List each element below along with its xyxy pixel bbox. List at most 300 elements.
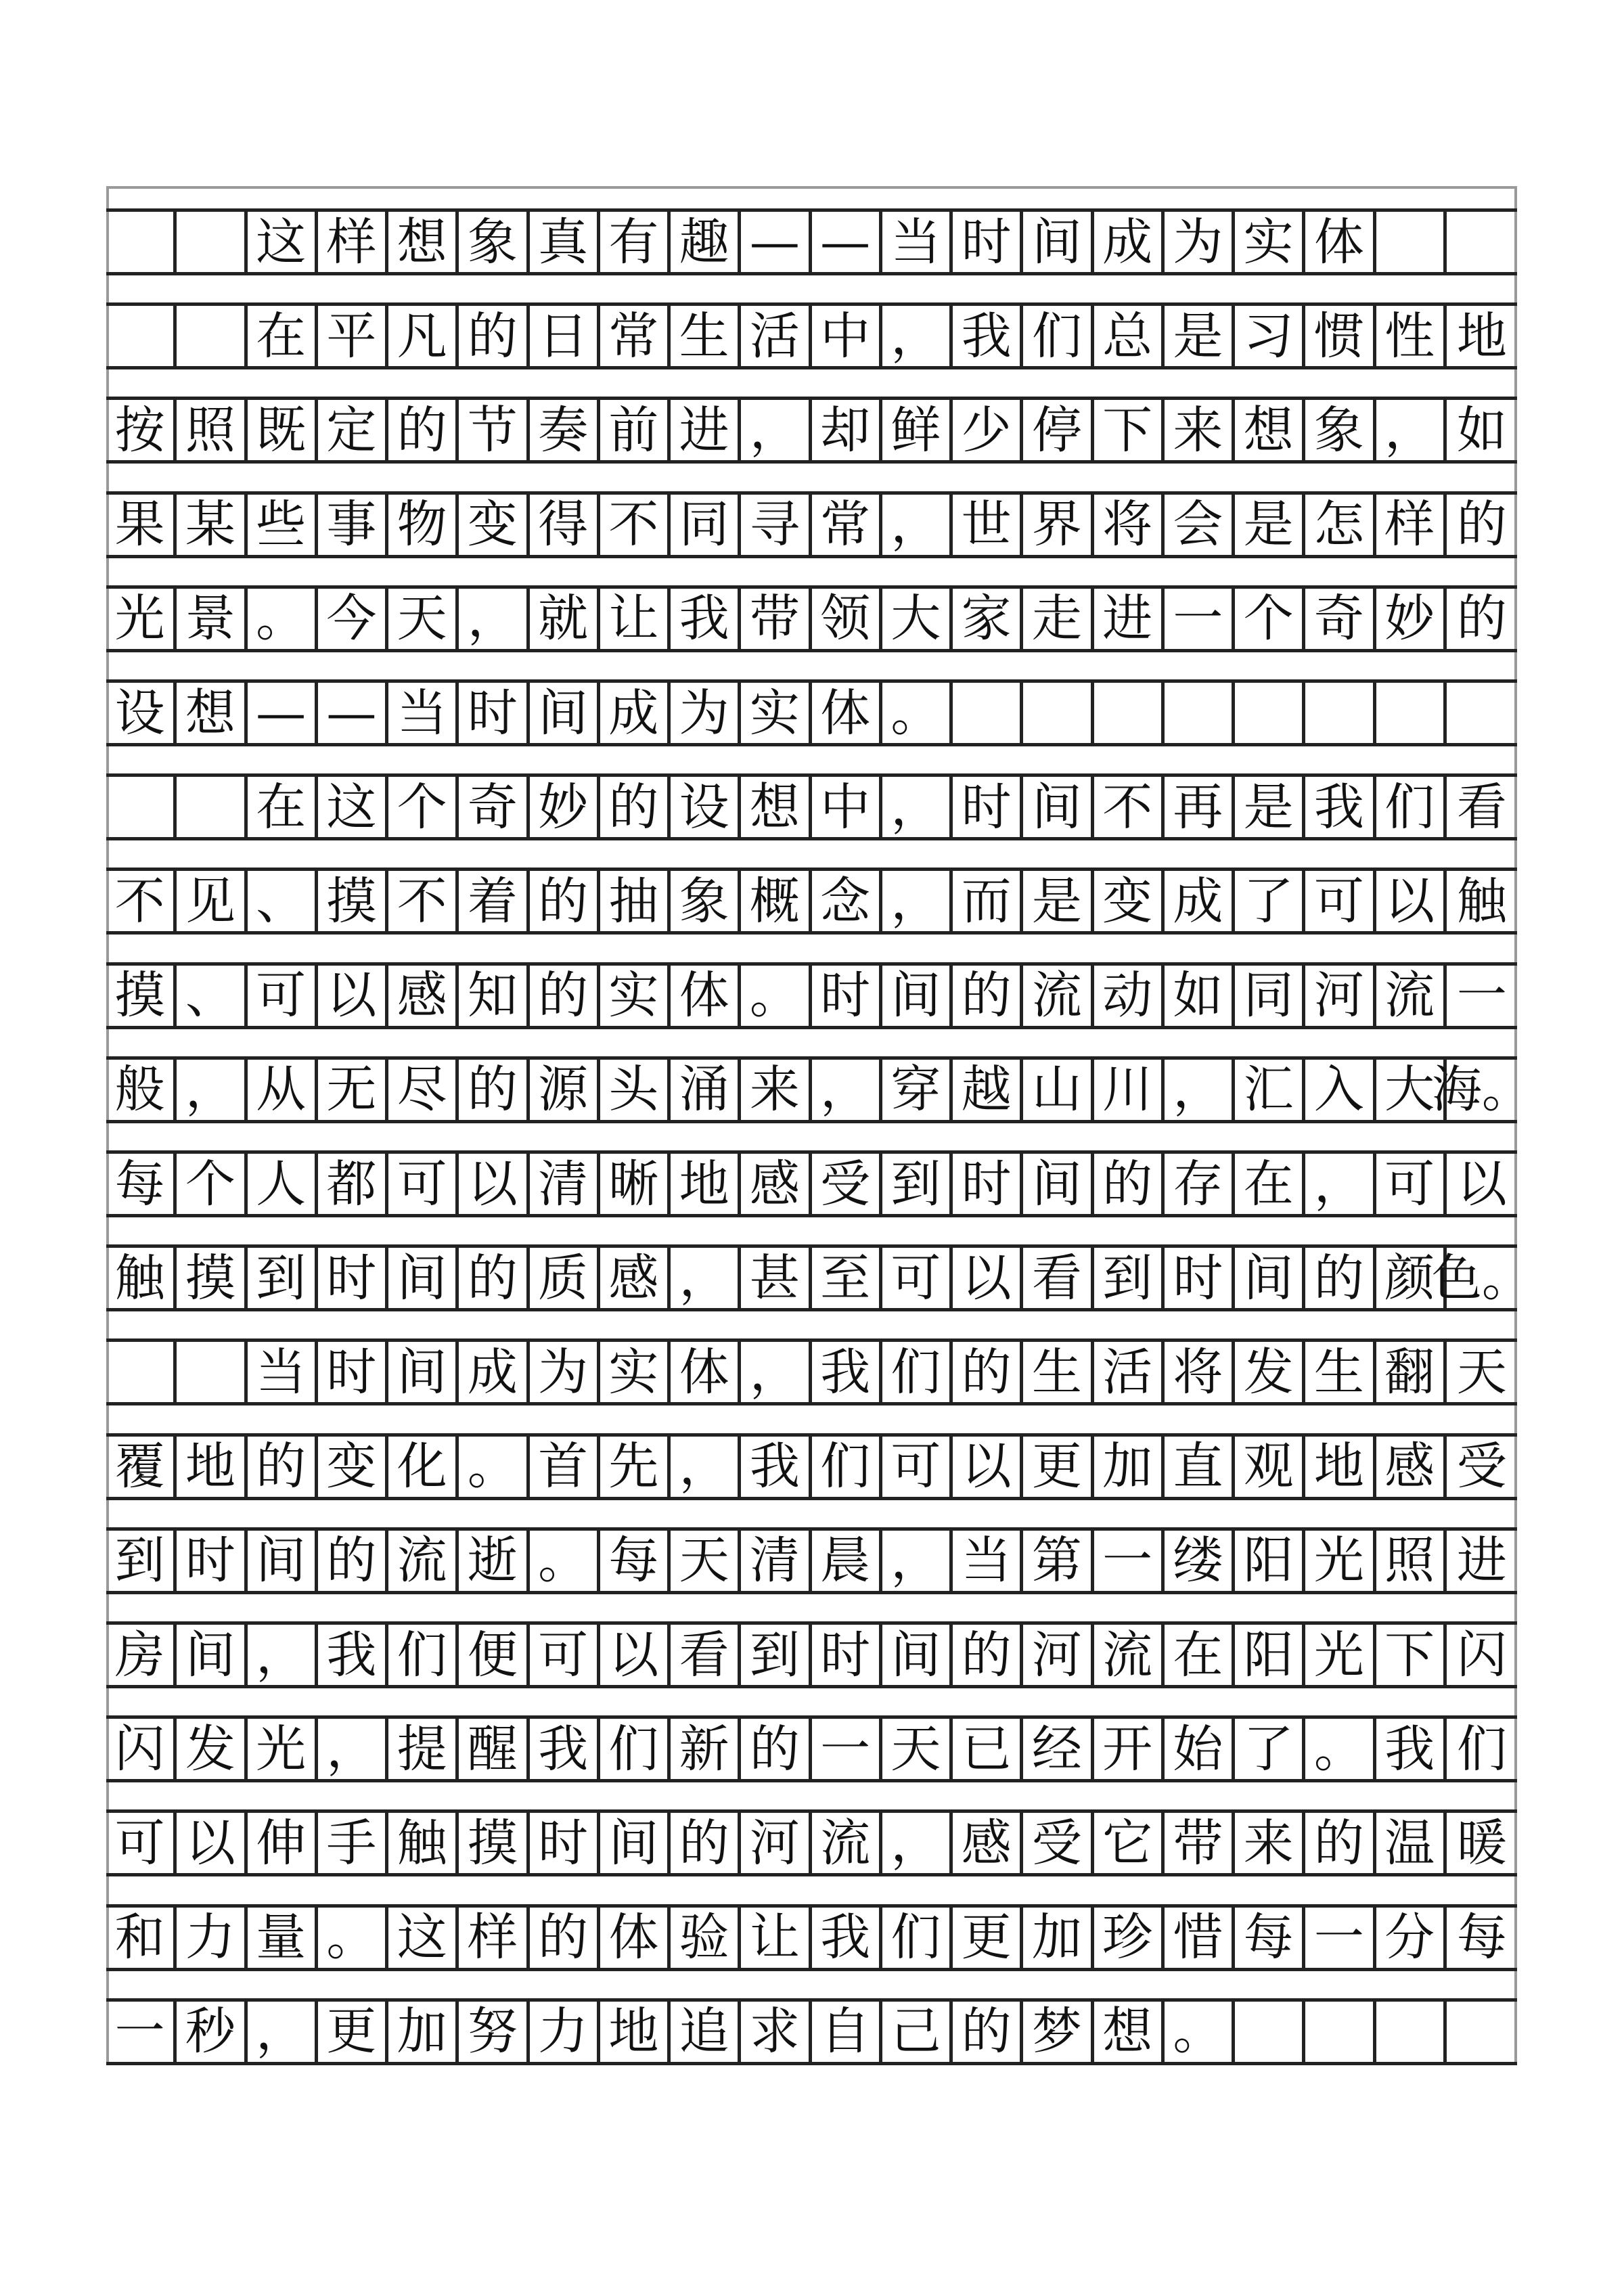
character-cell: 生 (1305, 1342, 1376, 1402)
character-cell: 可 (882, 1437, 953, 1497)
character-cell: 不 (600, 495, 671, 555)
character-cell: 天 (388, 589, 459, 649)
character-cell: 以 (1376, 871, 1447, 931)
composition-grid-paper (106, 186, 1532, 2065)
character-cell: 体 (1305, 212, 1376, 272)
character-cell: 可 (1376, 1154, 1447, 1214)
empty-cell (1235, 2002, 1305, 2062)
character-cell: 的 (1456, 495, 1507, 554)
character-cell: 地 (671, 1154, 741, 1214)
character-cell: 大 (1376, 1060, 1447, 1120)
empty-cell (106, 1342, 177, 1402)
character-cell: ， (1305, 1154, 1376, 1214)
character-cell: 感 (741, 1154, 811, 1214)
character-cell: 了 (1235, 871, 1305, 931)
character-cell: 逝 (459, 1531, 529, 1591)
character-cell: 常 (812, 495, 882, 555)
character-cell: 手 (318, 1813, 388, 1873)
character-cell: 鲜 (882, 400, 953, 460)
character-cell: 。 (1165, 2002, 1235, 2062)
empty-cell (1305, 2002, 1376, 2062)
character-cell: 加 (1094, 1437, 1165, 1497)
character-cell: ， (741, 1342, 811, 1402)
character-cell: 成 (600, 683, 671, 743)
character-cell: 穿 (882, 1060, 953, 1120)
character-cell: 们 (882, 1342, 953, 1402)
character-cell: 以 (318, 966, 388, 1026)
character-cell: ， (248, 2002, 318, 2062)
grid-row (106, 962, 1517, 1029)
character-cell: 物 (388, 495, 459, 555)
grid-row (106, 302, 1517, 369)
character-cell: 流 (1376, 966, 1447, 1026)
character-cell: 总 (1094, 306, 1165, 366)
character-cell: 可 (248, 966, 318, 1026)
character-cell: 越 (953, 1060, 1023, 1120)
character-cell: 加 (388, 2002, 459, 2062)
character-cell: ， (741, 400, 811, 460)
character-cell: 中 (812, 306, 882, 366)
character-cell: 清 (741, 1531, 811, 1591)
character-cell: 些 (248, 495, 318, 555)
character-cell: 以 (600, 1625, 671, 1685)
character-cell: 颜 (1376, 1248, 1447, 1308)
character-cell: 事 (318, 495, 388, 555)
character-cell: 却 (812, 400, 882, 460)
character-cell: — (741, 212, 811, 272)
character-cell: ， (1165, 1060, 1235, 1120)
character-cell: 是 (1165, 306, 1235, 366)
character-cell: 努 (459, 2002, 529, 2062)
character-cell: 这 (248, 212, 318, 272)
character-cell: 提 (388, 1719, 459, 1779)
character-cell: 少 (953, 400, 1023, 460)
character-cell: 到 (882, 1154, 953, 1214)
character-cell: 活 (741, 306, 811, 366)
character-cell: 实 (600, 966, 671, 1026)
character-cell: 。 (882, 683, 953, 743)
empty-cell (1447, 212, 1517, 272)
character-cell: 从 (248, 1060, 318, 1120)
character-cell: 河 (1305, 966, 1376, 1026)
character-cell: 房 (106, 1625, 177, 1685)
character-cell: 怎 (1305, 495, 1376, 555)
character-cell: 力 (177, 1908, 247, 1968)
character-cell: 的 (530, 871, 600, 931)
grid-row (106, 585, 1517, 652)
character-cell: 的 (459, 306, 529, 366)
character-cell: 更 (953, 1908, 1023, 1968)
character-cell: 想 (388, 212, 459, 272)
character-cell: 的 (671, 1813, 741, 1873)
character-cell: 动 (1094, 966, 1165, 1026)
character-cell: 下 (1094, 400, 1165, 460)
character-cell: 时 (812, 966, 882, 1026)
character-cell: ， (882, 495, 953, 555)
character-cell: 的 (530, 966, 600, 1026)
character-cell: 想 (1235, 400, 1305, 460)
character-cell: 触 (1456, 872, 1507, 930)
character-cell: 汇 (1235, 1060, 1305, 1120)
character-cell: 进 (671, 400, 741, 460)
character-cell: 开 (1094, 1719, 1165, 1779)
character-cell: 至 (812, 1248, 882, 1308)
character-cell: 照 (177, 400, 247, 460)
character-cell: 看 (1023, 1248, 1093, 1308)
character-cell: 般 (106, 1060, 177, 1120)
character-cell: 们 (812, 1437, 882, 1497)
empty-cell (177, 306, 247, 366)
character-cell: 求 (741, 2002, 811, 2062)
character-cell: 以 (953, 1248, 1023, 1308)
character-cell: 就 (530, 589, 600, 649)
character-cell: 个 (1235, 589, 1305, 649)
character-cell: 下 (1376, 1625, 1447, 1685)
character-cell: 阳 (1235, 1625, 1305, 1685)
character-cell: 实 (1235, 212, 1305, 272)
character-cell: 光 (106, 589, 177, 649)
character-cell: 在 (1235, 1154, 1305, 1214)
character-cell: 间 (1235, 1248, 1305, 1308)
character-cell: 光 (1305, 1531, 1376, 1591)
character-cell: 每 (1456, 1908, 1507, 1967)
character-cell: ， (812, 1060, 882, 1120)
character-cell: 象 (459, 212, 529, 272)
character-cell: 可 (1305, 871, 1376, 931)
character-cell: 一 (812, 1719, 882, 1779)
character-cell: 间 (388, 1248, 459, 1308)
empty-cell (953, 683, 1023, 743)
character-cell: 个 (177, 1154, 247, 1214)
character-cell: 寻 (741, 495, 811, 555)
character-cell: ， (1376, 400, 1447, 460)
character-cell: 时 (812, 1625, 882, 1685)
character-cell: 间 (248, 1531, 318, 1591)
character-cell: 而 (953, 871, 1023, 931)
character-cell: 受 (812, 1154, 882, 1214)
character-cell: 时 (177, 1531, 247, 1591)
character-cell: 的 (248, 1437, 318, 1497)
empty-cell (177, 212, 247, 272)
grid-row (106, 1150, 1517, 1217)
character-cell: 加 (1023, 1908, 1093, 1968)
character-cell: 前 (600, 400, 671, 460)
character-cell: 平 (318, 306, 388, 366)
character-cell: 己 (882, 2002, 953, 2062)
grid-row (106, 1527, 1517, 1594)
character-cell: 这 (388, 1908, 459, 1968)
character-cell: 秒 (177, 2002, 247, 2062)
character-cell: 地 (177, 1437, 247, 1497)
character-cell: 无 (318, 1060, 388, 1120)
character-cell: 活 (1094, 1342, 1165, 1402)
character-cell: 的 (1305, 1248, 1376, 1308)
character-cell: 一 (1094, 1531, 1165, 1591)
character-cell: — (248, 683, 318, 743)
character-cell: 体 (600, 1908, 671, 1968)
character-cell: 。 (459, 1437, 529, 1497)
character-cell: 以 (953, 1437, 1023, 1497)
character-cell: 时 (1165, 1248, 1235, 1308)
character-cell: 的 (953, 2002, 1023, 2062)
character-cell: 闪 (1456, 1625, 1507, 1684)
character-cell: 既 (248, 400, 318, 460)
character-cell: 、 (248, 871, 318, 931)
character-cell: 习 (1235, 306, 1305, 366)
grid-row (106, 1998, 1517, 2065)
grid-row (106, 491, 1517, 558)
grid-row (106, 1433, 1517, 1500)
grid-row (106, 1904, 1517, 1971)
empty-cell (1376, 2002, 1447, 2062)
character-cell: 是 (1023, 871, 1093, 931)
character-cell: 的 (600, 777, 671, 837)
character-cell: 和 (106, 1908, 177, 1968)
character-cell: 以 (1456, 1154, 1507, 1213)
character-cell: — (318, 683, 388, 743)
character-cell: 来 (1235, 1813, 1305, 1873)
character-cell: ， (671, 1248, 741, 1308)
character-cell: 我 (1305, 777, 1376, 837)
grid-row (106, 773, 1517, 840)
character-cell: 化 (388, 1437, 459, 1497)
character-cell: 妙 (530, 777, 600, 837)
character-cell: 不 (388, 871, 459, 931)
character-cell: ， (882, 306, 953, 366)
character-cell: 妙 (1376, 589, 1447, 649)
character-cell: 光 (1305, 1625, 1376, 1685)
character-cell: 惜 (1165, 1908, 1235, 1968)
character-cell: 我 (1376, 1719, 1447, 1779)
character-cell: 来 (1165, 400, 1235, 460)
character-cell: 便 (459, 1625, 529, 1685)
character-cell: 照 (1376, 1531, 1447, 1591)
character-cell: 。 (1305, 1719, 1376, 1779)
character-cell: 体 (671, 1342, 741, 1402)
character-cell: 质 (530, 1248, 600, 1308)
character-cell: 如 (1165, 966, 1235, 1026)
character-cell: 天 (671, 1531, 741, 1591)
character-cell: 性 (1376, 306, 1447, 366)
character-cell: 一 (1456, 966, 1507, 1025)
character-cell: 趣 (671, 212, 741, 272)
character-cell: 流 (1094, 1625, 1165, 1685)
character-cell: 生 (671, 306, 741, 366)
character-cell: 尽 (388, 1060, 459, 1120)
character-cell: 看 (671, 1625, 741, 1685)
character-cell: 是 (1235, 495, 1305, 555)
character-cell: 常 (600, 306, 671, 366)
character-cell: 奇 (1305, 589, 1376, 649)
character-cell: 我 (953, 306, 1023, 366)
character-cell: 地 (1305, 1437, 1376, 1497)
character-cell: 今 (318, 589, 388, 649)
character-cell: 想 (177, 683, 247, 743)
character-cell: 海。 (1431, 1060, 1532, 1119)
empty-cell (106, 306, 177, 366)
character-cell: 河 (1023, 1625, 1093, 1685)
character-cell: 让 (741, 1908, 811, 1968)
character-cell: 生 (1023, 1342, 1093, 1402)
character-cell: 的 (1456, 589, 1507, 648)
character-cell: 的 (530, 1908, 600, 1968)
character-cell: 时 (318, 1342, 388, 1402)
character-cell: 念 (812, 871, 882, 931)
character-cell: 抽 (600, 871, 671, 931)
character-cell: 可 (388, 1154, 459, 1214)
character-cell: 阳 (1235, 1531, 1305, 1591)
character-cell: 到 (1094, 1248, 1165, 1308)
character-cell: 源 (530, 1060, 600, 1120)
character-cell: 入 (1305, 1060, 1376, 1120)
character-cell: 覆 (106, 1437, 177, 1497)
character-cell: 领 (812, 589, 882, 649)
character-cell: 清 (530, 1154, 600, 1214)
character-cell: 时 (318, 1248, 388, 1308)
character-cell: 实 (600, 1342, 671, 1402)
character-cell: 同 (1235, 966, 1305, 1026)
character-cell: 变 (459, 495, 529, 555)
character-cell: 界 (1023, 495, 1093, 555)
character-cell: 受 (1456, 1437, 1507, 1496)
character-cell: 中 (812, 777, 882, 837)
character-cell: 晨 (812, 1531, 882, 1591)
character-cell: 发 (1235, 1342, 1305, 1402)
character-cell: 的 (953, 1342, 1023, 1402)
character-cell: 再 (1165, 777, 1235, 837)
character-cell: ， (318, 1719, 388, 1779)
character-cell: 设 (106, 683, 177, 743)
character-cell: 我 (812, 1342, 882, 1402)
empty-cell (106, 777, 177, 837)
character-cell: 的 (459, 1248, 529, 1308)
character-cell: 走 (1023, 589, 1093, 649)
character-cell: 翻 (1376, 1342, 1447, 1402)
character-cell: 家 (953, 589, 1023, 649)
character-cell: 感 (953, 1813, 1023, 1873)
character-cell: 凡 (388, 306, 459, 366)
character-cell: 时 (459, 683, 529, 743)
character-cell: 定 (318, 400, 388, 460)
character-cell: 醒 (459, 1719, 529, 1779)
character-cell: 世 (953, 495, 1023, 555)
character-cell: 的 (953, 966, 1023, 1026)
character-cell: 想 (741, 777, 811, 837)
character-cell: 节 (459, 400, 529, 460)
character-cell: 奏 (530, 400, 600, 460)
character-cell: 时 (530, 1813, 600, 1873)
character-cell: 每 (1235, 1908, 1305, 1968)
character-cell: 按 (106, 400, 177, 460)
character-cell: 受 (1023, 1813, 1093, 1873)
character-cell: 甚 (741, 1248, 811, 1308)
character-cell: 的 (459, 1060, 529, 1120)
character-cell: 实 (741, 683, 811, 743)
character-cell: 大 (882, 589, 953, 649)
title-row (106, 208, 1517, 275)
character-cell: 直 (1165, 1437, 1235, 1497)
character-cell: 变 (1094, 871, 1165, 931)
character-cell: 的 (388, 400, 459, 460)
character-cell: 梦 (1023, 2002, 1093, 2062)
character-cell: 它 (1094, 1813, 1165, 1873)
character-cell: 我 (741, 1437, 811, 1497)
character-cell: 都 (318, 1154, 388, 1214)
character-cell: 珍 (1094, 1908, 1165, 1968)
character-cell: 当 (882, 212, 953, 272)
character-cell: 体 (671, 966, 741, 1026)
character-cell: 带 (1165, 1813, 1235, 1873)
character-cell: 流 (388, 1531, 459, 1591)
character-cell: 天 (882, 1719, 953, 1779)
character-cell: 设 (671, 777, 741, 837)
character-cell: 第 (1023, 1531, 1093, 1591)
character-cell: ， (882, 777, 953, 837)
character-cell: 间 (530, 683, 600, 743)
character-cell: 成 (459, 1342, 529, 1402)
character-cell: 山 (1023, 1060, 1093, 1120)
character-cell: 象 (1305, 400, 1376, 460)
empty-cell (1376, 212, 1447, 272)
character-cell: 当 (248, 1342, 318, 1402)
grid-row (106, 679, 1517, 746)
character-cell: 样 (318, 212, 388, 272)
grid-row (106, 1715, 1517, 1782)
character-cell: 日 (530, 306, 600, 366)
character-cell: 间 (177, 1625, 247, 1685)
character-cell: 得 (530, 495, 600, 555)
character-cell: ， (248, 1625, 318, 1685)
character-cell: 可 (882, 1248, 953, 1308)
character-cell: 们 (388, 1625, 459, 1685)
character-cell: 的 (741, 1719, 811, 1779)
character-cell: 到 (106, 1531, 177, 1591)
character-cell: 。 (741, 966, 811, 1026)
character-cell: 是 (1235, 777, 1305, 837)
character-cell: 变 (318, 1437, 388, 1497)
character-cell: 见 (177, 871, 247, 931)
character-cell: 来 (741, 1060, 811, 1120)
character-cell: 间 (1023, 1154, 1093, 1214)
character-cell: 的 (318, 1531, 388, 1591)
character-cell: ， (882, 1531, 953, 1591)
character-cell: 一 (1305, 1908, 1376, 1968)
character-cell: 惯 (1305, 306, 1376, 366)
character-cell: 经 (1023, 1719, 1093, 1779)
character-cell: 们 (882, 1908, 953, 1968)
character-cell: 涌 (671, 1060, 741, 1120)
empty-cell (1447, 2002, 1517, 2062)
character-cell: 时 (953, 1154, 1023, 1214)
character-cell: 自 (812, 2002, 882, 2062)
character-cell: 到 (741, 1625, 811, 1685)
character-cell: 进 (1456, 1531, 1507, 1590)
character-cell: 首 (530, 1437, 600, 1497)
character-cell: 间 (600, 1813, 671, 1873)
character-cell: 。 (530, 1531, 600, 1591)
character-cell: 流 (812, 1813, 882, 1873)
grid-row (106, 1338, 1517, 1405)
character-cell: 间 (388, 1342, 459, 1402)
grid-row (106, 1621, 1517, 1688)
character-cell: 头 (600, 1060, 671, 1120)
character-cell: 触 (106, 1248, 177, 1308)
character-cell: 温 (1376, 1813, 1447, 1873)
character-cell: 进 (1094, 589, 1165, 649)
character-cell: 、 (177, 966, 247, 1026)
character-cell: 果 (106, 495, 177, 555)
character-cell: 着 (459, 871, 529, 931)
